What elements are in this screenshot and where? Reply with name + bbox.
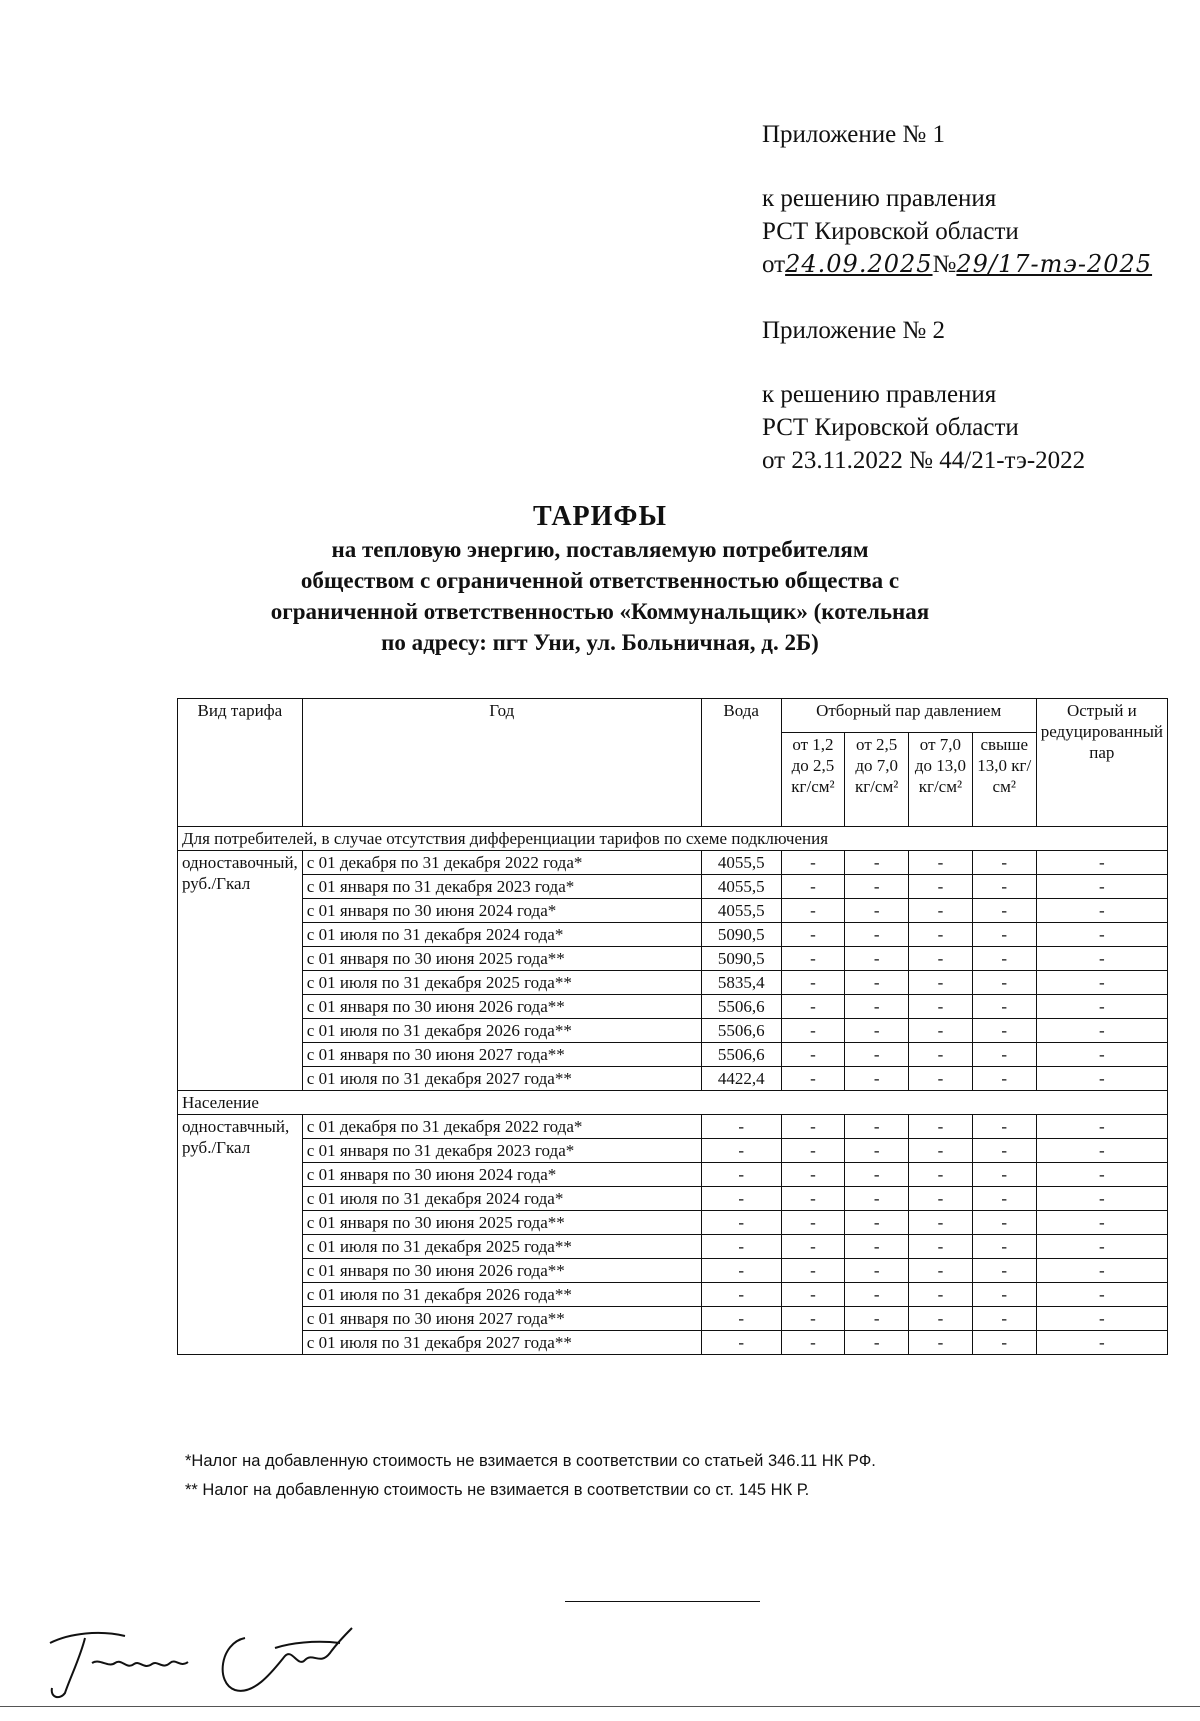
sharp-cell: - — [1036, 899, 1167, 923]
table-row — [178, 1139, 1168, 1163]
p3-cell: - — [909, 1331, 973, 1355]
annex-1-date: 24.09.2025 — [785, 250, 933, 278]
water-cell: - — [701, 1235, 781, 1259]
header-year: Год — [302, 699, 701, 827]
p3-cell: - — [909, 947, 973, 971]
p2-cell: - — [845, 875, 909, 899]
p4-cell: - — [972, 1043, 1036, 1067]
footnotes — [185, 1447, 876, 1505]
p1-cell: - — [781, 899, 845, 923]
tariff-type: одноставчный, руб./Гкал — [178, 1115, 303, 1355]
p1-cell: - — [781, 1115, 845, 1139]
table-row — [178, 947, 1168, 971]
p3-cell: - — [909, 1211, 973, 1235]
table-row — [178, 1067, 1168, 1091]
sharp-cell: - — [1036, 1067, 1167, 1091]
water-cell: 5090,5 — [701, 923, 781, 947]
p1-cell: - — [781, 1019, 845, 1043]
p3-cell: - — [909, 1115, 973, 1139]
water-cell: 5835,4 — [701, 971, 781, 995]
p1-cell: - — [781, 1235, 845, 1259]
p2-cell: - — [845, 1019, 909, 1043]
p4-cell: - — [972, 1187, 1036, 1211]
annex-1 — [762, 118, 1152, 281]
p4-cell: - — [972, 995, 1036, 1019]
period-cell: с 01 января по 30 июня 2026 года** — [302, 1259, 701, 1283]
p4-cell: - — [972, 875, 1036, 899]
title-line-4: по адресу: пгт Уни, ул. Больничная, д. 2Б) — [381, 630, 819, 655]
annex-1-title: Приложение № 1 — [762, 121, 946, 148]
annex-1-number: 29/17-тэ-2025 — [956, 250, 1153, 278]
table-row — [178, 1283, 1168, 1307]
p3-cell: - — [909, 851, 973, 875]
header-p4: свыше 13,0 кг/см² — [972, 733, 1036, 827]
p2-cell: - — [845, 1283, 909, 1307]
period-cell: с 01 января по 30 июня 2024 года* — [302, 1163, 701, 1187]
header-vid: Вид тарифа — [178, 699, 303, 827]
handwritten-signature — [30, 1608, 370, 1708]
water-cell: 5506,6 — [701, 995, 781, 1019]
sharp-cell: - — [1036, 1331, 1167, 1355]
water-cell: - — [701, 1331, 781, 1355]
p4-cell: - — [972, 1163, 1036, 1187]
annex-2-line-2: РСТ Кировской области — [762, 414, 1019, 441]
p3-cell: - — [909, 1259, 973, 1283]
p1-cell: - — [781, 1259, 845, 1283]
period-cell: с 01 января по 30 июня 2026 года** — [302, 995, 701, 1019]
p4-cell: - — [972, 971, 1036, 995]
table-row — [178, 1211, 1168, 1235]
annex-1-prefix: от — [762, 251, 786, 278]
table-row — [178, 1259, 1168, 1283]
period-cell: с 01 января по 30 июня 2025 года** — [302, 947, 701, 971]
table-row — [178, 1235, 1168, 1259]
header-p2: от 2,5 до 7,0 кг/см² — [845, 733, 909, 827]
p2-cell: - — [845, 1139, 909, 1163]
p1-cell: - — [781, 1211, 845, 1235]
title-line-3: ограниченной ответственностью «Коммунальщик» (котельная — [270, 599, 930, 624]
p1-cell: - — [781, 851, 845, 875]
p4-cell: - — [972, 947, 1036, 971]
p3-cell: - — [909, 899, 973, 923]
period-cell: с 01 января по 30 июня 2025 года** — [302, 1211, 701, 1235]
annex-1-line-1: к решению правления — [762, 185, 997, 212]
p4-cell: - — [972, 1331, 1036, 1355]
header-p3: от 7,0 до 13,0 кг/см² — [909, 733, 973, 827]
table-row — [178, 1307, 1168, 1331]
table-row — [178, 899, 1168, 923]
water-cell: 4055,5 — [701, 875, 781, 899]
table-row — [178, 1187, 1168, 1211]
sharp-cell: - — [1036, 1019, 1167, 1043]
sharp-cell: - — [1036, 1211, 1167, 1235]
p2-cell: - — [845, 1307, 909, 1331]
header-steam-group: Отборный пар давлением — [781, 699, 1036, 733]
p2-cell: - — [845, 1235, 909, 1259]
period-cell: с 01 января по 31 декабря 2023 года* — [302, 1139, 701, 1163]
sharp-cell: - — [1036, 1115, 1167, 1139]
sharp-cell: - — [1036, 995, 1167, 1019]
annex-1-line-2: РСТ Кировской области — [762, 218, 1019, 245]
period-cell: с 01 января по 30 июня 2024 года* — [302, 899, 701, 923]
sharp-cell: - — [1036, 971, 1167, 995]
table-row — [178, 995, 1168, 1019]
water-cell: - — [701, 1211, 781, 1235]
water-cell: 4055,5 — [701, 851, 781, 875]
table-header-row-1 — [178, 699, 1168, 733]
annex-1-decision — [762, 248, 1152, 281]
p4-cell: - — [972, 1115, 1036, 1139]
p3-cell: - — [909, 1235, 973, 1259]
table-row — [178, 1115, 1168, 1139]
header-p1: от 1,2 до 2,5 кг/см² — [781, 733, 845, 827]
p1-cell: - — [781, 1331, 845, 1355]
p1-cell: - — [781, 923, 845, 947]
p2-cell: - — [845, 1331, 909, 1355]
footnote-2: ** Налог на добавленную стоимость не взимается в соответствии со ст. 145 НК Р. — [185, 1481, 810, 1499]
title-line-1: на тепловую энергию, поставляемую потребителям — [331, 537, 869, 562]
p2-cell: - — [845, 947, 909, 971]
p4-cell: - — [972, 1307, 1036, 1331]
p2-cell: - — [845, 1115, 909, 1139]
p3-cell: - — [909, 1139, 973, 1163]
sharp-cell: - — [1036, 1307, 1167, 1331]
p4-cell: - — [972, 1139, 1036, 1163]
p3-cell: - — [909, 1187, 973, 1211]
sharp-cell: - — [1036, 1187, 1167, 1211]
period-cell: с 01 июля по 31 декабря 2027 года** — [302, 1331, 701, 1355]
p1-cell: - — [781, 1163, 845, 1187]
water-cell: - — [701, 1187, 781, 1211]
p1-cell: - — [781, 971, 845, 995]
period-cell: с 01 июля по 31 декабря 2024 года* — [302, 923, 701, 947]
table-row — [178, 923, 1168, 947]
p3-cell: - — [909, 971, 973, 995]
sharp-cell: - — [1036, 1283, 1167, 1307]
tariff-type: одноставочный, руб./Гкал — [178, 851, 303, 1091]
water-cell: - — [701, 1139, 781, 1163]
tariff-table — [177, 698, 1168, 1355]
p2-cell: - — [845, 899, 909, 923]
period-cell: с 01 января по 30 июня 2027 года** — [302, 1307, 701, 1331]
p4-cell: - — [972, 1235, 1036, 1259]
p2-cell: - — [845, 1043, 909, 1067]
p1-cell: - — [781, 947, 845, 971]
p4-cell: - — [972, 1259, 1036, 1283]
table-row — [178, 1331, 1168, 1355]
sharp-cell: - — [1036, 1139, 1167, 1163]
period-cell: с 01 июля по 31 декабря 2025 года** — [302, 1235, 701, 1259]
table-row — [178, 875, 1168, 899]
p1-cell: - — [781, 1187, 845, 1211]
table-row — [178, 1019, 1168, 1043]
table-row — [178, 971, 1168, 995]
p3-cell: - — [909, 1307, 973, 1331]
period-cell: с 01 июля по 31 декабря 2026 года** — [302, 1019, 701, 1043]
p3-cell: - — [909, 1283, 973, 1307]
p4-cell: - — [972, 1283, 1036, 1307]
annex-2 — [762, 314, 1085, 477]
water-cell: 4422,4 — [701, 1067, 781, 1091]
period-cell: с 01 июля по 31 декабря 2026 года** — [302, 1283, 701, 1307]
water-cell: 4055,5 — [701, 899, 781, 923]
section-title-row — [178, 1091, 1168, 1115]
annex-2-line-3: от 23.11.2022 № 44/21-тэ-2022 — [762, 447, 1086, 474]
period-cell: с 01 января по 31 декабря 2023 года* — [302, 875, 701, 899]
sharp-cell: - — [1036, 1163, 1167, 1187]
water-cell: - — [701, 1115, 781, 1139]
p2-cell: - — [845, 971, 909, 995]
p3-cell: - — [909, 875, 973, 899]
water-cell: 5090,5 — [701, 947, 781, 971]
p4-cell: - — [972, 1019, 1036, 1043]
water-cell: 5506,6 — [701, 1019, 781, 1043]
sharp-cell: - — [1036, 1259, 1167, 1283]
p4-cell: - — [972, 923, 1036, 947]
water-cell: - — [701, 1283, 781, 1307]
p2-cell: - — [845, 1211, 909, 1235]
p3-cell: - — [909, 1163, 973, 1187]
water-cell: - — [701, 1163, 781, 1187]
p1-cell: - — [781, 1307, 845, 1331]
section-title-row — [178, 827, 1168, 851]
water-cell: - — [701, 1307, 781, 1331]
sharp-cell: - — [1036, 1235, 1167, 1259]
section-title: Для потребителей, в случае отсутствия дифференциации тарифов по схеме подключения — [178, 827, 1168, 851]
p3-cell: - — [909, 995, 973, 1019]
period-cell: с 01 июля по 31 декабря 2027 года** — [302, 1067, 701, 1091]
table-row — [178, 1163, 1168, 1187]
footnote-1: *Налог на добавленную стоимость не взимается в соответствии со статьей 346.11 НК РФ. — [185, 1452, 876, 1470]
title-line-2: обществом с ограниченной ответственностью общества с — [300, 568, 900, 593]
p3-cell: - — [909, 1043, 973, 1067]
sharp-cell: - — [1036, 851, 1167, 875]
table-body — [178, 827, 1168, 1355]
header-sharp-steam: Острый и редуцированный пар — [1036, 699, 1167, 827]
p4-cell: - — [972, 851, 1036, 875]
section-title: Население — [178, 1091, 1168, 1115]
period-cell: с 01 июля по 31 декабря 2025 года** — [302, 971, 701, 995]
p1-cell: - — [781, 1043, 845, 1067]
p4-cell: - — [972, 1067, 1036, 1091]
period-cell: с 01 декабря по 31 декабря 2022 года* — [302, 1115, 701, 1139]
annex-2-line-1: к решению правления — [762, 381, 997, 408]
signature-line — [565, 1601, 760, 1602]
sharp-cell: - — [1036, 875, 1167, 899]
table-row — [178, 1043, 1168, 1067]
sharp-cell: - — [1036, 923, 1167, 947]
p1-cell: - — [781, 1283, 845, 1307]
p2-cell: - — [845, 1067, 909, 1091]
p1-cell: - — [781, 1139, 845, 1163]
p4-cell: - — [972, 899, 1036, 923]
p1-cell: - — [781, 1067, 845, 1091]
period-cell: с 01 января по 30 июня 2027 года** — [302, 1043, 701, 1067]
p3-cell: - — [909, 1019, 973, 1043]
p3-cell: - — [909, 1067, 973, 1091]
p2-cell: - — [845, 1163, 909, 1187]
p2-cell: - — [845, 923, 909, 947]
sharp-cell: - — [1036, 1043, 1167, 1067]
title-main: ТАРИФЫ — [533, 501, 667, 532]
p3-cell: - — [909, 923, 973, 947]
water-cell: 5506,6 — [701, 1043, 781, 1067]
sharp-cell: - — [1036, 947, 1167, 971]
period-cell: с 01 июля по 31 декабря 2024 года* — [302, 1187, 701, 1211]
p4-cell: - — [972, 1211, 1036, 1235]
page-bottom-line — [0, 1706, 1200, 1707]
p1-cell: - — [781, 995, 845, 1019]
table-row — [178, 851, 1168, 875]
period-cell: с 01 декабря по 31 декабря 2022 года* — [302, 851, 701, 875]
header-water: Вода — [701, 699, 781, 827]
p1-cell: - — [781, 875, 845, 899]
p2-cell: - — [845, 851, 909, 875]
annex-2-title: Приложение № 2 — [762, 317, 946, 344]
p2-cell: - — [845, 995, 909, 1019]
annex-1-no-sign: № — [932, 251, 957, 278]
p2-cell: - — [845, 1187, 909, 1211]
water-cell: - — [701, 1259, 781, 1283]
title-block — [150, 500, 1050, 658]
p2-cell: - — [845, 1259, 909, 1283]
